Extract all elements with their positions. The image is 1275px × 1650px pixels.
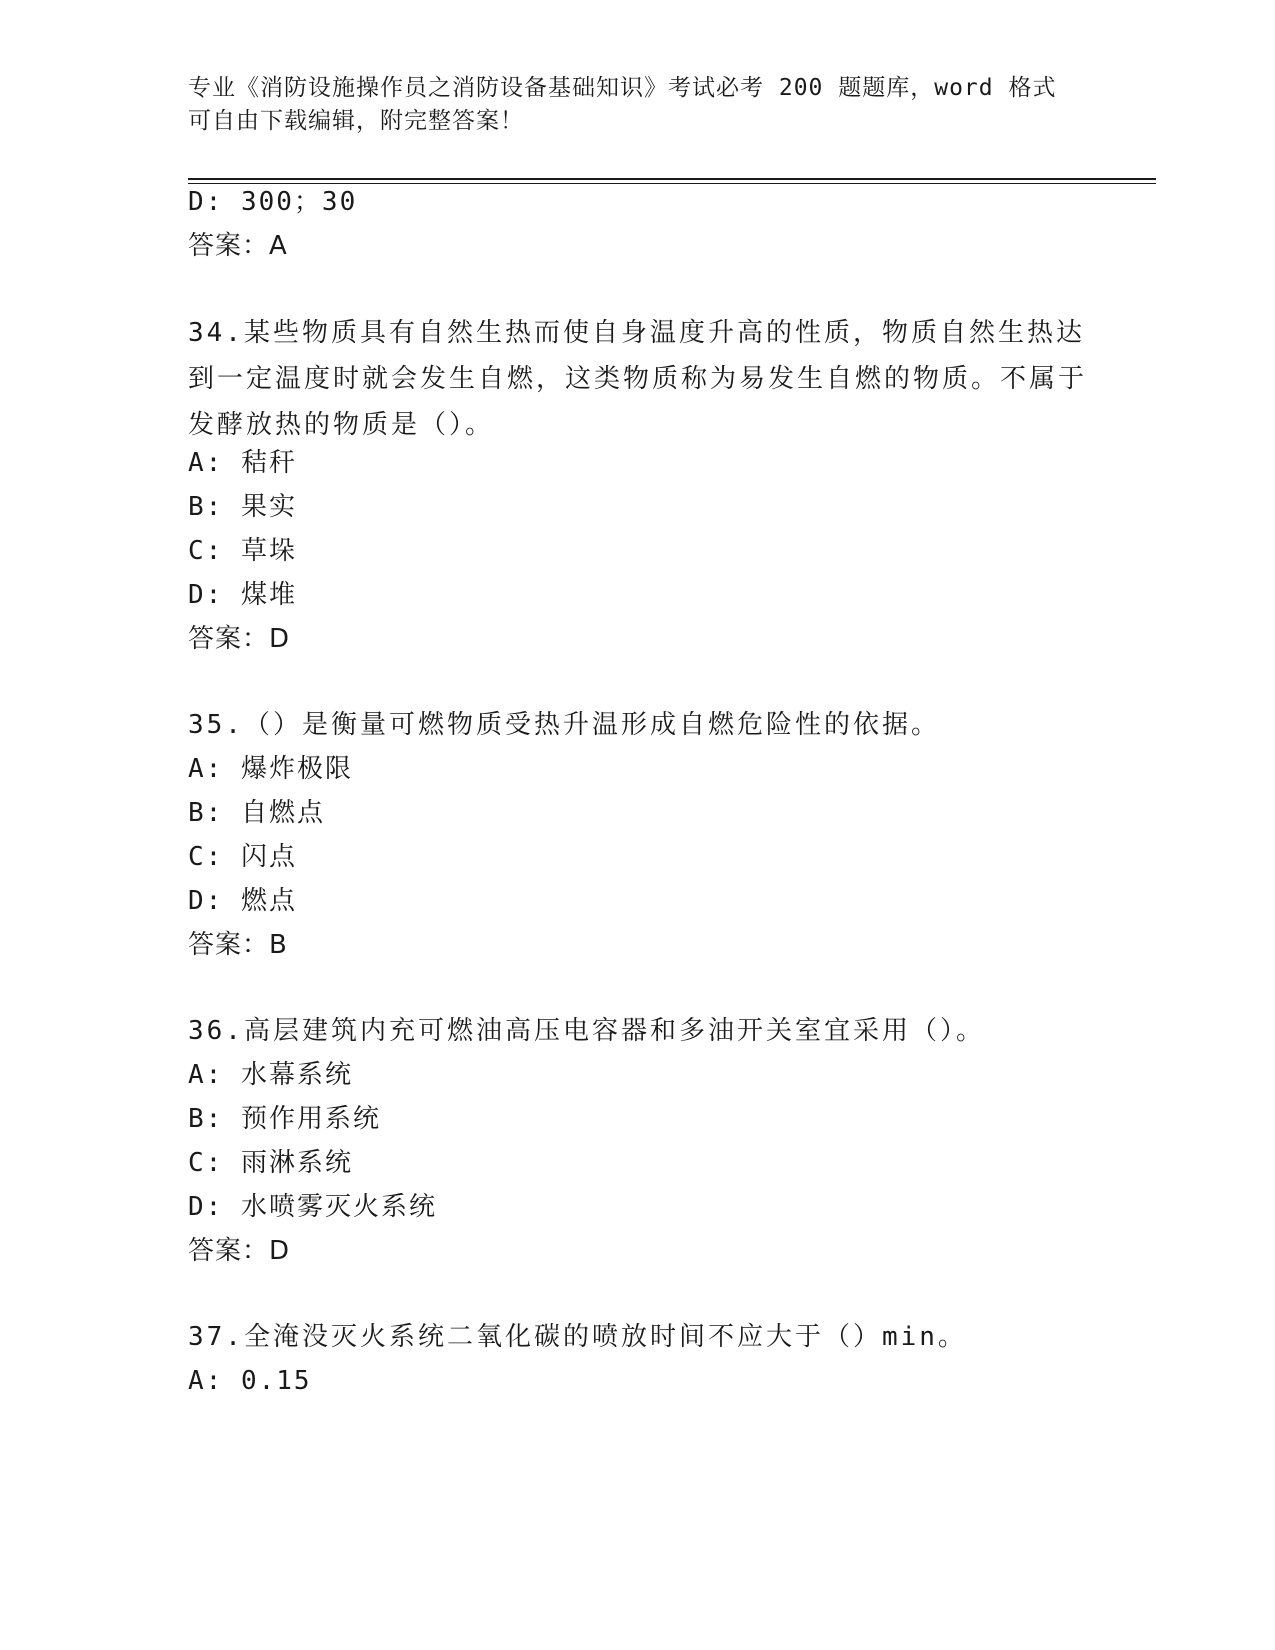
question-35-option-b: B: 自燃点 <box>188 798 325 828</box>
question-35-answer: 答案：B <box>188 930 288 960</box>
question-36-option-a: A: 水幕系统 <box>188 1060 353 1090</box>
question-34-answer: 答案：D <box>188 624 291 654</box>
question-37-text: 37.全淹没灭火系统二氧化碳的喷放时间不应大于（）min。 <box>188 1322 967 1352</box>
question-34-option-d: D: 煤堆 <box>188 580 297 610</box>
question-36-option-b: B: 预作用系统 <box>188 1104 381 1134</box>
question-35-text: 35.（）是衡量可燃物质受热升温形成自燃危险性的依据。 <box>188 710 940 740</box>
document-header: 专业《消防设施操作员之消防设备基础知识》考试必考 200 题题库，word 格式可自由下载编辑，附完整答案！ <box>188 75 1057 134</box>
prev-option-d: D: 300；30 <box>188 187 358 217</box>
question-36-option-c: C: 雨淋系统 <box>188 1148 353 1178</box>
question-35-option-d: D: 燃点 <box>188 886 297 916</box>
question-35-option-c: C: 闪点 <box>188 842 297 872</box>
question-34-option-b: B: 果实 <box>188 492 297 522</box>
question-36-option-d: D: 水喷雾灭火系统 <box>188 1192 437 1222</box>
header-rule-thick <box>188 178 1156 180</box>
question-34-text: 34.某些物质具有自然生热而使自身温度升高的性质，物质自然生热达到一定温度时就会发生自燃，这类物质称为易发生自燃的物质。不属于发酵放热的物质是（）。 <box>188 318 1088 440</box>
question-37-option-a: A: 0.15 <box>188 1366 312 1396</box>
question-36-answer: 答案：D <box>188 1236 291 1266</box>
question-34-option-a: A: 秸秆 <box>188 448 297 478</box>
question-34-option-c: C: 草垛 <box>188 536 297 566</box>
header-rule-thin <box>188 183 1156 184</box>
question-35-option-a: A: 爆炸极限 <box>188 754 353 784</box>
prev-answer: 答案：A <box>188 231 288 261</box>
question-36-text: 36.高层建筑内充可燃油高压电容器和多油开关室宜采用（）。 <box>188 1016 985 1046</box>
